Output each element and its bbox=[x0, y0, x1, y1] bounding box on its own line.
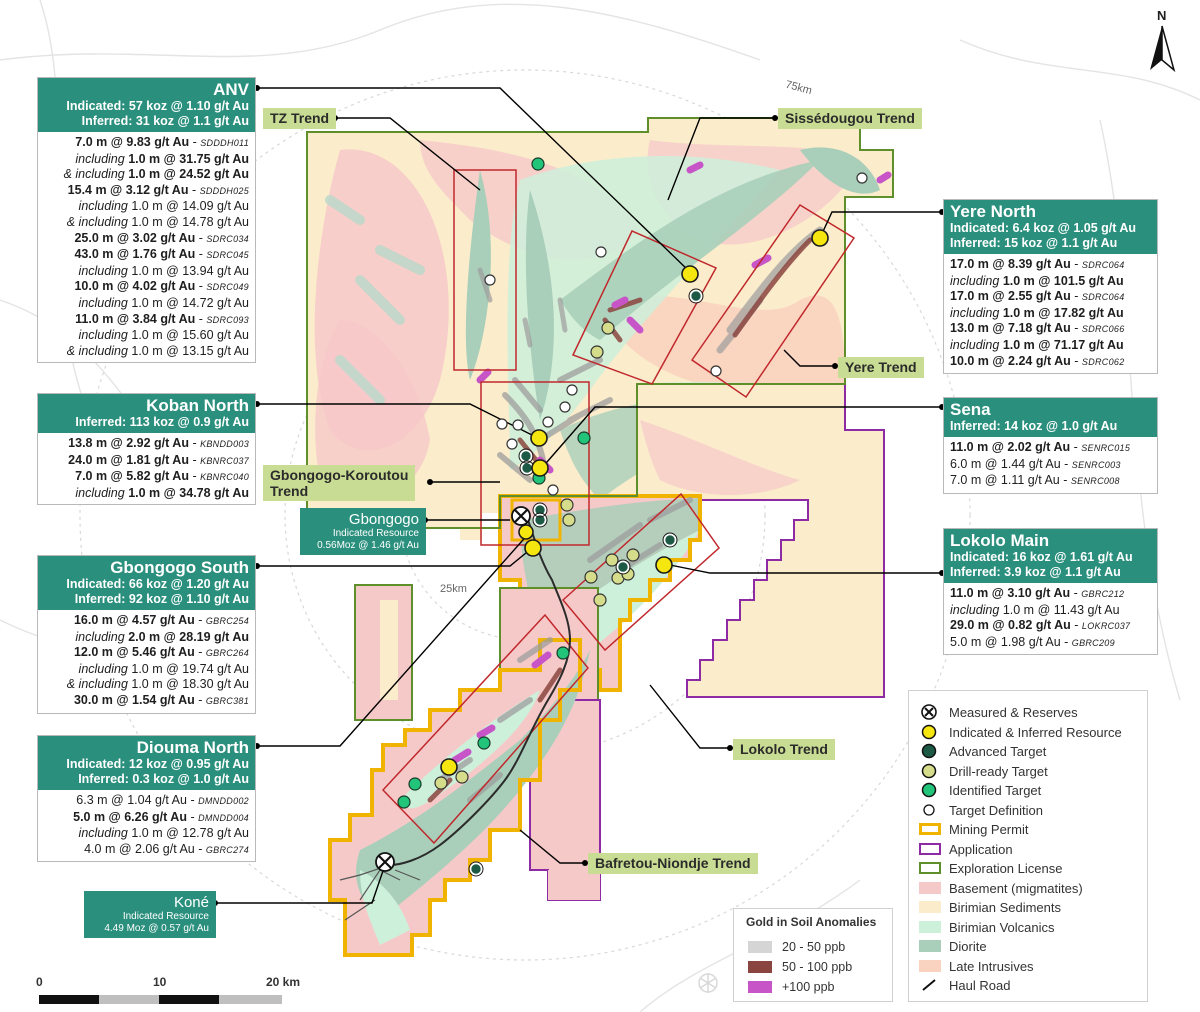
soil-row-2-label: 50 - 100 ppb bbox=[782, 960, 853, 974]
legend-advanced bbox=[919, 742, 1046, 760]
intercept-value: 43.0 m @ 1.76 g/t Au bbox=[74, 247, 196, 262]
intercept-value: 1.0 m @ 14.72 g/t Au bbox=[131, 295, 249, 310]
gbongogo-resource-line2: 0.56Moz @ 1.46 g/t Au bbox=[317, 540, 419, 551]
legend-application-label: Application bbox=[949, 841, 1013, 857]
intercept-value: 7.0 m @ 1.11 g/t Au bbox=[950, 473, 1060, 488]
anv-card-header bbox=[38, 78, 255, 132]
intercept-value: 13.0 m @ 7.18 g/t Au bbox=[950, 321, 1071, 336]
yere-indicated: Indicated: 6.4 koz @ 1.05 g/t Au bbox=[950, 221, 1137, 235]
intercept-line: 13.8 m @ 2.92 g/t Au - KBNDD003 bbox=[68, 436, 249, 450]
intercept-prefix: including bbox=[78, 826, 132, 841]
intercept-line: 7.0 m @ 9.83 g/t Au - SDDDH011 bbox=[75, 135, 249, 149]
anv-card bbox=[37, 77, 256, 363]
intercept-value: 1.0 m @ 11.43 g/t Au bbox=[1002, 602, 1120, 617]
soil-swatch-brown bbox=[748, 961, 772, 973]
intercept-line: 7.0 m @ 1.11 g/t Au - SENRC008 bbox=[950, 473, 1120, 488]
intercept-prefix: & including bbox=[66, 214, 132, 229]
intercept-value: 30.0 m @ 1.54 g/t Au bbox=[73, 692, 195, 707]
intercept-line: 16.0 m @ 4.57 g/t Au - GBRC254 bbox=[73, 613, 249, 627]
legend-late-intrusives bbox=[919, 957, 1034, 975]
intercept-line bbox=[44, 486, 249, 502]
intercept-line: 6.0 m @ 1.44 g/t Au - SENRC003 bbox=[950, 456, 1121, 471]
yere-card-header bbox=[944, 200, 1157, 254]
intercept-value: 15.4 m @ 3.12 g/t Au bbox=[67, 182, 189, 197]
drillhole-id: KBNRC037 bbox=[200, 455, 249, 466]
sena-intercepts bbox=[944, 437, 1157, 493]
drillhole-id: SDRC034 bbox=[206, 233, 249, 244]
ring-label-25km: 25km bbox=[440, 583, 467, 595]
legend-identified bbox=[919, 781, 1041, 799]
gbongogo-south-indicated: Indicated: 66 koz @ 1.20 g/t Au bbox=[66, 577, 249, 591]
scale-seg-3 bbox=[159, 995, 219, 1004]
drillhole-id: GBRC274 bbox=[205, 844, 249, 855]
ring-label-75km: 75km bbox=[784, 78, 814, 98]
gbongogo-resource-title: Gbongogo bbox=[348, 511, 419, 528]
yere-north-card bbox=[943, 199, 1158, 374]
drillhole-id: GBRC381 bbox=[205, 695, 249, 706]
intercept-value: 1.0 m @ 31.75 g/t Au bbox=[128, 151, 249, 166]
intercept-value: 4.0 m @ 2.06 g/t Au bbox=[84, 841, 195, 856]
intercept-prefix: including bbox=[75, 629, 129, 644]
intercept-line bbox=[44, 826, 249, 842]
intercept-value: 10.0 m @ 2.24 g/t Au bbox=[950, 353, 1071, 368]
intercept-prefix: including bbox=[950, 273, 1003, 288]
intercept-value: 1.0 m @ 12.78 g/t Au bbox=[131, 826, 249, 841]
drillhole-id: SENRC008 bbox=[1070, 476, 1120, 487]
soil-swatch-magenta bbox=[748, 981, 772, 993]
intercept-value: 6.0 m @ 1.44 g/t Au bbox=[950, 456, 1061, 471]
volcanics-swatch bbox=[919, 921, 941, 933]
legend-late-intrusives-label: Late Intrusives bbox=[949, 958, 1034, 974]
soil-legend-title: Gold in Soil Anomalies bbox=[746, 915, 877, 929]
intercept-value: 11.0 m @ 3.84 g/t Au bbox=[75, 311, 196, 326]
intercept-value: 1.0 m @ 14.78 g/t Au bbox=[131, 214, 249, 229]
intercept-line bbox=[44, 662, 249, 678]
intercept-prefix: & including bbox=[63, 167, 129, 182]
intercept-line: 17.0 m @ 2.55 g/t Au - SDRC064 bbox=[950, 289, 1125, 304]
gbongogo-koroutou-trend-label bbox=[263, 465, 415, 501]
intercept-line: 11.0 m @ 3.84 g/t Au - SDRC093 bbox=[75, 311, 249, 326]
drillhole-id: SENRC015 bbox=[1081, 443, 1131, 453]
sena-card bbox=[943, 397, 1158, 494]
anv-title: ANV bbox=[213, 80, 249, 99]
soil-row-1 bbox=[748, 939, 845, 955]
drillhole-id: SDDDH025 bbox=[199, 185, 249, 196]
drillhole-id: KBNRC040 bbox=[200, 472, 249, 483]
koban-inferred: Inferred: 113 koz @ 0.9 g/t Au bbox=[75, 415, 249, 429]
legend-drill-ready bbox=[919, 762, 1048, 780]
diouma-north-card bbox=[37, 735, 256, 862]
late-intrusives-swatch bbox=[919, 960, 941, 972]
intercept-value: 17.0 m @ 2.55 g/t Au bbox=[950, 289, 1071, 304]
yere-intercepts bbox=[944, 254, 1157, 373]
intercept-line: 10.0 m @ 2.24 g/t Au - SDRC062 bbox=[950, 353, 1125, 368]
sena-title: Sena bbox=[950, 400, 991, 419]
north-arrow bbox=[1145, 8, 1185, 72]
koban-card-header bbox=[38, 394, 255, 433]
lokolo-title: Lokolo Main bbox=[950, 531, 1050, 550]
anv-intercepts bbox=[38, 132, 255, 362]
kone-resource-title: Koné bbox=[173, 894, 209, 911]
legend-mining-permit bbox=[919, 820, 1028, 838]
intercept-line bbox=[44, 344, 249, 360]
yellow-dot-icon bbox=[919, 724, 941, 740]
scale-0: 0 bbox=[36, 975, 43, 989]
koban-title: Koban North bbox=[146, 396, 249, 415]
drillhole-id: DMNDD002 bbox=[198, 796, 249, 806]
exploration-swatch bbox=[919, 862, 941, 874]
legend-exploration-label: Exploration License bbox=[949, 860, 1063, 876]
gbongogo-resource-box bbox=[300, 508, 426, 555]
intercept-line: 15.4 m @ 3.12 g/t Au - SDDDH025 bbox=[67, 182, 249, 197]
intercept-value: 16.0 m @ 4.57 g/t Au bbox=[73, 613, 195, 627]
legend-haul-road bbox=[919, 976, 1010, 994]
intercept-value: 1.0 m @ 15.60 g/t Au bbox=[131, 328, 249, 343]
legend-basement-label: Basement (migmatites) bbox=[949, 880, 1083, 896]
intercept-prefix: including bbox=[75, 485, 129, 500]
intercept-value: 2.0 m @ 28.19 g/t Au bbox=[128, 629, 249, 644]
intercept-line: 4.0 m @ 2.06 g/t Au - GBRC274 bbox=[84, 841, 249, 856]
legend-exploration bbox=[919, 859, 1062, 877]
kone-resource-box bbox=[84, 891, 216, 938]
scale-seg-1 bbox=[39, 995, 99, 1004]
drillhole-id: SDRC064 bbox=[1081, 260, 1125, 270]
drillhole-id: SDRC045 bbox=[206, 250, 249, 261]
basement-swatch bbox=[919, 882, 941, 894]
intercept-line bbox=[44, 167, 249, 183]
intercept-line: 24.0 m @ 1.81 g/t Au - KBNRC037 bbox=[68, 452, 249, 467]
drillhole-id: SDRC062 bbox=[1081, 356, 1125, 367]
drillhole-id: SDDDH011 bbox=[200, 138, 249, 148]
mining-permit-swatch bbox=[919, 823, 941, 835]
yere-trend-label: Yere Trend bbox=[838, 357, 924, 378]
drillhole-id: GBRC212 bbox=[1081, 589, 1125, 599]
kone-resource-line1: Indicated Resource bbox=[122, 911, 209, 922]
intercept-line bbox=[44, 677, 249, 693]
intercept-line bbox=[44, 152, 249, 168]
intercept-prefix: including bbox=[75, 151, 129, 166]
soil-row-3 bbox=[748, 979, 834, 995]
intercept-value: 7.0 m @ 5.82 g/t Au bbox=[75, 469, 189, 484]
scale-bar bbox=[36, 975, 306, 1005]
intercept-line: 10.0 m @ 4.02 g/t Au - SDRC049 bbox=[74, 279, 249, 294]
soil-anomaly-legend bbox=[733, 908, 893, 1002]
intercept-value: 1.0 m @ 14.09 g/t Au bbox=[131, 199, 249, 214]
intercept-value: 17.0 m @ 8.39 g/t Au bbox=[950, 257, 1071, 271]
kone-resource-line2: 4.49 Moz @ 0.57 g/t Au bbox=[104, 923, 209, 934]
north-arrow-icon bbox=[1145, 24, 1185, 74]
dark-green-dot-icon bbox=[919, 743, 941, 759]
intercept-value: 11.0 m @ 2.02 g/t Au bbox=[950, 440, 1071, 454]
drillhole-id: SDRC049 bbox=[206, 282, 249, 293]
drillhole-id: KBNDD003 bbox=[200, 439, 249, 449]
legend-volcanics-label: Birimian Volcanics bbox=[949, 919, 1055, 935]
watermark-logo bbox=[699, 973, 717, 993]
drillhole-id: GBRC264 bbox=[205, 648, 249, 659]
legend-volcanics bbox=[919, 918, 1055, 936]
lokolo-intercepts bbox=[944, 583, 1157, 654]
intercept-value: 1.0 m @ 101.5 g/t Au bbox=[1002, 273, 1124, 288]
intercept-line: 6.3 m @ 1.04 g/t Au - DMNDD002 bbox=[76, 793, 249, 807]
intercept-line bbox=[950, 338, 1151, 354]
gbongogo-koroutou-line-2: Trend bbox=[270, 483, 309, 499]
intercept-value: 13.8 m @ 2.92 g/t Au bbox=[68, 436, 189, 450]
legend-sediments-label: Birimian Sediments bbox=[949, 899, 1061, 915]
gbongogo-resource-line1: Indicated Resource bbox=[332, 528, 419, 539]
intercept-line bbox=[950, 603, 1151, 619]
scale-20: 20 km bbox=[266, 975, 301, 989]
intercept-line bbox=[44, 264, 249, 280]
soil-row-1-label: 20 - 50 ppb bbox=[782, 940, 846, 954]
intercept-value: 12.0 m @ 5.46 g/t Au bbox=[73, 645, 195, 660]
gbongogo-south-card-header bbox=[38, 556, 255, 610]
intercept-value: 7.0 m @ 9.83 g/t Au bbox=[75, 135, 190, 149]
map-legend bbox=[908, 690, 1148, 1002]
intercept-line bbox=[950, 274, 1151, 290]
sediments-swatch bbox=[919, 901, 941, 913]
olive-dot-icon bbox=[919, 763, 941, 779]
legend-haul-road-label: Haul Road bbox=[949, 977, 1011, 993]
sena-inferred: Inferred: 14 koz @ 1.0 g/t Au bbox=[950, 419, 1118, 433]
application-swatch bbox=[919, 843, 941, 855]
legend-mining-permit-label: Mining Permit bbox=[949, 821, 1029, 837]
intercept-line: 12.0 m @ 5.46 g/t Au - GBRC264 bbox=[73, 645, 249, 660]
intercept-prefix: & including bbox=[66, 677, 132, 692]
intercept-value: 24.0 m @ 1.81 g/t Au bbox=[68, 452, 189, 467]
intercept-value: 1.0 m @ 13.94 g/t Au bbox=[131, 263, 249, 278]
intercept-prefix: including bbox=[78, 295, 132, 310]
intercept-prefix: including bbox=[950, 305, 1003, 320]
diouma-inferred: Inferred: 0.3 koz @ 1.0 g/t Au bbox=[78, 772, 249, 786]
lokolo-trend-label: Lokolo Trend bbox=[733, 739, 835, 760]
legend-advanced-label: Advanced Target bbox=[949, 743, 1047, 759]
bafretou-niondje-trend-label: Bafretou-Niondje Trend bbox=[588, 853, 758, 874]
scale-seg-2 bbox=[99, 995, 159, 1004]
measured-reserve-marker-gbongogo bbox=[512, 507, 530, 525]
intercept-prefix: including bbox=[950, 602, 1003, 617]
legend-indicated bbox=[919, 723, 1122, 741]
intercept-line bbox=[950, 306, 1151, 322]
intercept-value: 1.0 m @ 13.15 g/t Au bbox=[131, 343, 249, 358]
green-dot-icon bbox=[919, 782, 941, 798]
intercept-line: 43.0 m @ 1.76 g/t Au - SDRC045 bbox=[74, 247, 249, 262]
intercept-value: 5.0 m @ 1.98 g/t Au bbox=[950, 634, 1061, 649]
gbongogo-south-inferred: Inferred: 92 koz @ 1.10 g/t Au bbox=[74, 592, 249, 606]
intercept-prefix: including bbox=[78, 263, 132, 278]
intercept-value: 5.0 m @ 6.26 g/t Au bbox=[73, 809, 187, 824]
scale-seg-4 bbox=[219, 995, 282, 1004]
intercept-line bbox=[44, 630, 249, 646]
diouma-intercepts bbox=[38, 790, 255, 861]
drillhole-id: GBRC254 bbox=[205, 616, 249, 626]
legend-measured-label: Measured & Reserves bbox=[949, 704, 1078, 720]
intercept-value: 1.0 m @ 34.78 g/t Au bbox=[128, 485, 249, 500]
intercept-line bbox=[44, 199, 249, 215]
intercept-line bbox=[44, 215, 249, 231]
legend-drill-ready-label: Drill-ready Target bbox=[949, 763, 1048, 779]
intercept-value: 1.0 m @ 24.52 g/t Au bbox=[128, 167, 249, 182]
intercept-prefix: including bbox=[950, 337, 1003, 352]
intercept-prefix: including bbox=[78, 661, 132, 676]
koban-intercepts bbox=[38, 433, 255, 504]
intercept-line: 13.0 m @ 7.18 g/t Au - SDRC066 bbox=[950, 321, 1125, 336]
intercept-value: 1.0 m @ 71.17 g/t Au bbox=[1002, 337, 1124, 352]
intercept-line: 17.0 m @ 8.39 g/t Au - SDRC064 bbox=[950, 257, 1125, 271]
legend-basement bbox=[919, 879, 1083, 897]
intercept-line: 5.0 m @ 1.98 g/t Au - GBRC209 bbox=[950, 634, 1115, 649]
intercept-value: 1.0 m @ 18.30 g/t Au bbox=[131, 677, 249, 692]
gbongogo-south-card bbox=[37, 555, 256, 714]
legend-diorite-label: Diorite bbox=[949, 938, 987, 954]
drillhole-id: LOKRC037 bbox=[1081, 621, 1131, 632]
gbongogo-south-intercepts bbox=[38, 610, 255, 713]
lokolo-main-card bbox=[943, 528, 1158, 655]
sissedougou-trend-label: Sissédougou Trend bbox=[778, 108, 922, 129]
sena-card-header bbox=[944, 398, 1157, 437]
scale-10: 10 bbox=[153, 975, 167, 989]
legend-application bbox=[919, 840, 1013, 858]
intercept-value: 25.0 m @ 3.02 g/t Au bbox=[74, 230, 196, 245]
intercept-line: 29.0 m @ 0.82 g/t Au - LOKRC037 bbox=[950, 618, 1131, 633]
legend-definition-label: Target Definition bbox=[949, 802, 1043, 818]
intercept-line: 30.0 m @ 1.54 g/t Au - GBRC381 bbox=[73, 692, 249, 707]
intercept-value: 6.3 m @ 1.04 g/t Au bbox=[76, 793, 187, 807]
intercept-value: 1.0 m @ 17.82 g/t Au bbox=[1002, 305, 1124, 320]
white-dot-icon bbox=[919, 802, 941, 818]
tz-trend-label: TZ Trend bbox=[263, 108, 336, 129]
north-label: N bbox=[1157, 8, 1167, 23]
drillhole-id: SDRC064 bbox=[1081, 292, 1125, 303]
intercept-value: 29.0 m @ 0.82 g/t Au bbox=[950, 618, 1071, 633]
legend-sediments bbox=[919, 898, 1061, 916]
intercept-line bbox=[44, 328, 249, 344]
koban-north-card bbox=[37, 393, 256, 505]
intercept-line: 5.0 m @ 6.26 g/t Au - DMNDD004 bbox=[73, 809, 249, 824]
measured-reserve-marker-kone bbox=[376, 853, 394, 871]
intercept-line: 7.0 m @ 5.82 g/t Au - KBNRC040 bbox=[75, 469, 249, 484]
yere-inferred: Inferred: 15 koz @ 1.1 g/t Au bbox=[950, 236, 1118, 250]
legend-measured bbox=[919, 703, 1078, 721]
pickaxe-icon bbox=[919, 704, 941, 720]
diouma-card-header bbox=[38, 736, 255, 790]
lokolo-card-header bbox=[944, 529, 1157, 583]
drillhole-id: SENRC003 bbox=[1071, 459, 1121, 470]
intercept-line bbox=[44, 296, 249, 312]
soil-row-3-label: +100 ppb bbox=[782, 980, 835, 994]
lokolo-inferred: Inferred: 3.9 koz @ 1.1 g/t Au bbox=[950, 565, 1121, 579]
intercept-value: 10.0 m @ 4.02 g/t Au bbox=[74, 279, 196, 294]
diorite-swatch bbox=[919, 940, 941, 952]
intercept-prefix: including bbox=[78, 328, 132, 343]
legend-indicated-label: Indicated & Inferred Resource bbox=[949, 724, 1122, 740]
legend-definition bbox=[919, 801, 1043, 819]
haul-road-icon bbox=[919, 977, 941, 993]
intercept-prefix: & including bbox=[66, 343, 132, 358]
intercept-value: 1.0 m @ 19.74 g/t Au bbox=[131, 661, 249, 676]
legend-diorite bbox=[919, 937, 987, 955]
drillhole-id: DMNDD004 bbox=[198, 812, 249, 823]
drillhole-id: SDRC066 bbox=[1081, 324, 1125, 335]
diouma-title: Diouma North bbox=[136, 738, 249, 757]
anv-indicated: Indicated: 57 koz @ 1.10 g/t Au bbox=[66, 99, 249, 113]
diouma-indicated: Indicated: 12 koz @ 0.95 g/t Au bbox=[66, 757, 249, 771]
gbongogo-koroutou-line-1: Gbongogo-Koroutou bbox=[270, 467, 409, 483]
gbongogo-south-title: Gbongogo South bbox=[110, 558, 249, 577]
legend-identified-label: Identified Target bbox=[949, 782, 1042, 798]
drillhole-id: GBRC209 bbox=[1071, 637, 1115, 648]
soil-row-2 bbox=[748, 959, 852, 975]
drillhole-id: SDRC093 bbox=[206, 314, 249, 325]
intercept-line: 25.0 m @ 3.02 g/t Au - SDRC034 bbox=[74, 230, 249, 245]
soil-swatch-grey bbox=[748, 941, 772, 953]
anv-inferred: Inferred: 31 koz @ 1.1 g/t Au bbox=[81, 114, 249, 128]
intercept-prefix: including bbox=[78, 199, 132, 214]
lokolo-indicated: Indicated: 16 koz @ 1.61 g/t Au bbox=[950, 550, 1133, 564]
intercept-value: 11.0 m @ 3.10 g/t Au bbox=[950, 586, 1071, 600]
intercept-line: 11.0 m @ 3.10 g/t Au - GBRC212 bbox=[950, 586, 1125, 600]
intercept-line: 11.0 m @ 2.02 g/t Au - SENRC015 bbox=[950, 440, 1131, 454]
yere-title: Yere North bbox=[950, 202, 1036, 221]
